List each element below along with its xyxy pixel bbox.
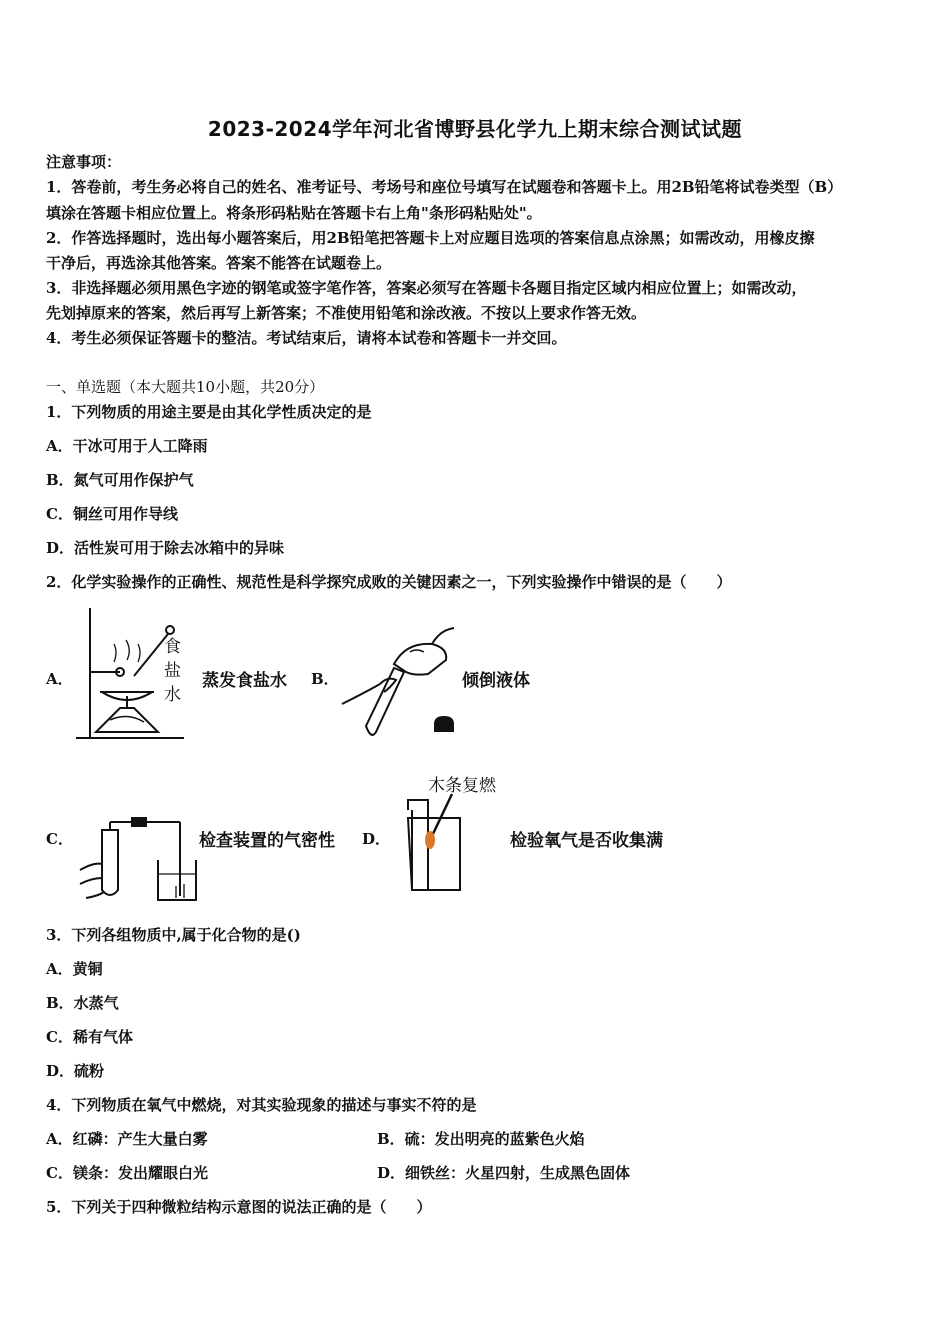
page-title: 2023-2024学年河北省博野县化学九上期末综合测试试题 [207, 117, 743, 141]
notice-line-7: 4．考生必须保证答题卡的整洁。考试结束后，请将本试卷和答题卡一并交回。 [46, 329, 567, 347]
q4-option-b: B．硫：发出明亮的蓝紫色火焰 [377, 1130, 585, 1148]
q1-option-c: C．铜丝可用作导线 [46, 505, 178, 523]
airtightness-figure [72, 812, 200, 906]
q3-option-b: B．水蒸气 [46, 994, 119, 1012]
q4-option-d: D．细铁丝：火星四射，生成黑色固体 [377, 1164, 631, 1182]
fig-text-shi: 食 [164, 637, 181, 657]
q5-stem: 5．下列关于四种微粒结构示意图的说法正确的是（ ） [46, 1198, 432, 1216]
notice-heading: 注意事项： [46, 153, 122, 171]
q3-option-a: A．黄铜 [46, 960, 103, 978]
q3-stem: 3．下列各组物质中,属于化合物的是() [46, 926, 301, 944]
q2-d-label: D． [362, 830, 391, 848]
q4-stem: 4．下列物质在氧气中燃烧，对其实验现象的描述与事实不符的是 [46, 1096, 477, 1114]
q2-stem: 2．化学实验操作的正确性、规范性是科学探究成败的关键因素之一，下列实验操作中错误的是（ ） [46, 573, 732, 591]
q2-c-caption: 检查装置的气密性 [199, 831, 335, 851]
q4-option-a: A．红磷：产生大量白雾 [46, 1130, 208, 1148]
notice-line-2: 填涂在答题卡相应位置上。将条形码粘贴在答题卡右上角"条形码粘贴处"。 [46, 204, 542, 222]
q2-b-label: B． [311, 670, 339, 688]
fig-text-shui: 水 [164, 685, 181, 705]
pouring-liquid-figure [336, 622, 458, 740]
notice-line-4: 干净后，再选涂其他答案。答案不能答在试题卷上。 [46, 254, 392, 272]
q3-option-c: C．稀有气体 [46, 1028, 133, 1046]
q2-c-label: C． [46, 830, 73, 848]
q2-d-caption: 检验氧气是否收集满 [510, 831, 663, 851]
q2-a-caption: 蒸发食盐水 [202, 671, 287, 691]
notice-line-6: 先划掉原来的答案，然后再写上新答案；不准使用铅笔和涂改液。不按以上要求作答无效。 [46, 304, 647, 322]
q2-a-label: A． [46, 670, 73, 688]
notice-line-3: 2．作答选择题时，选出每小题答案后，用2B铅笔把答题卡上对应题目选项的答案信息点涂黑；如需改动，用橡皮擦 [46, 229, 815, 247]
q2-b-caption: 倾倒液体 [462, 671, 530, 691]
fig-text-yan: 盐 [164, 661, 181, 681]
q1-option-a: A．干冰可用于人工降雨 [46, 437, 208, 455]
notice-line-5: 3．非选择题必须用黑色字迹的钢笔或签字笔作答，答案必须写在答题卡各题目指定区域内相应位置上；如需改动， [46, 279, 807, 297]
q1-option-b: B．氮气可用作保护气 [46, 471, 194, 489]
q1-stem: 1．下列物质的用途主要是由其化学性质决定的是 [46, 403, 372, 421]
q3-option-d: D．硫粉 [46, 1062, 105, 1080]
oxygen-test-figure [402, 790, 466, 896]
q2-d-fig-text: 木条复燃 [428, 776, 496, 796]
notice-line-1: 1．答卷前，考生务必将自己的姓名、准考证号、考场号和座位号填写在试题卷和答题卡上。用2B铅笔将试卷类型（B） [46, 178, 843, 196]
q1-option-d: D．活性炭可用于除去冰箱中的异味 [46, 539, 285, 557]
q4-option-c: C．镁条：发出耀眼白光 [46, 1164, 208, 1182]
evaporation-figure-label [162, 636, 188, 708]
section-heading: 一、单选题（本大题共10小题，共20分） [46, 378, 325, 396]
